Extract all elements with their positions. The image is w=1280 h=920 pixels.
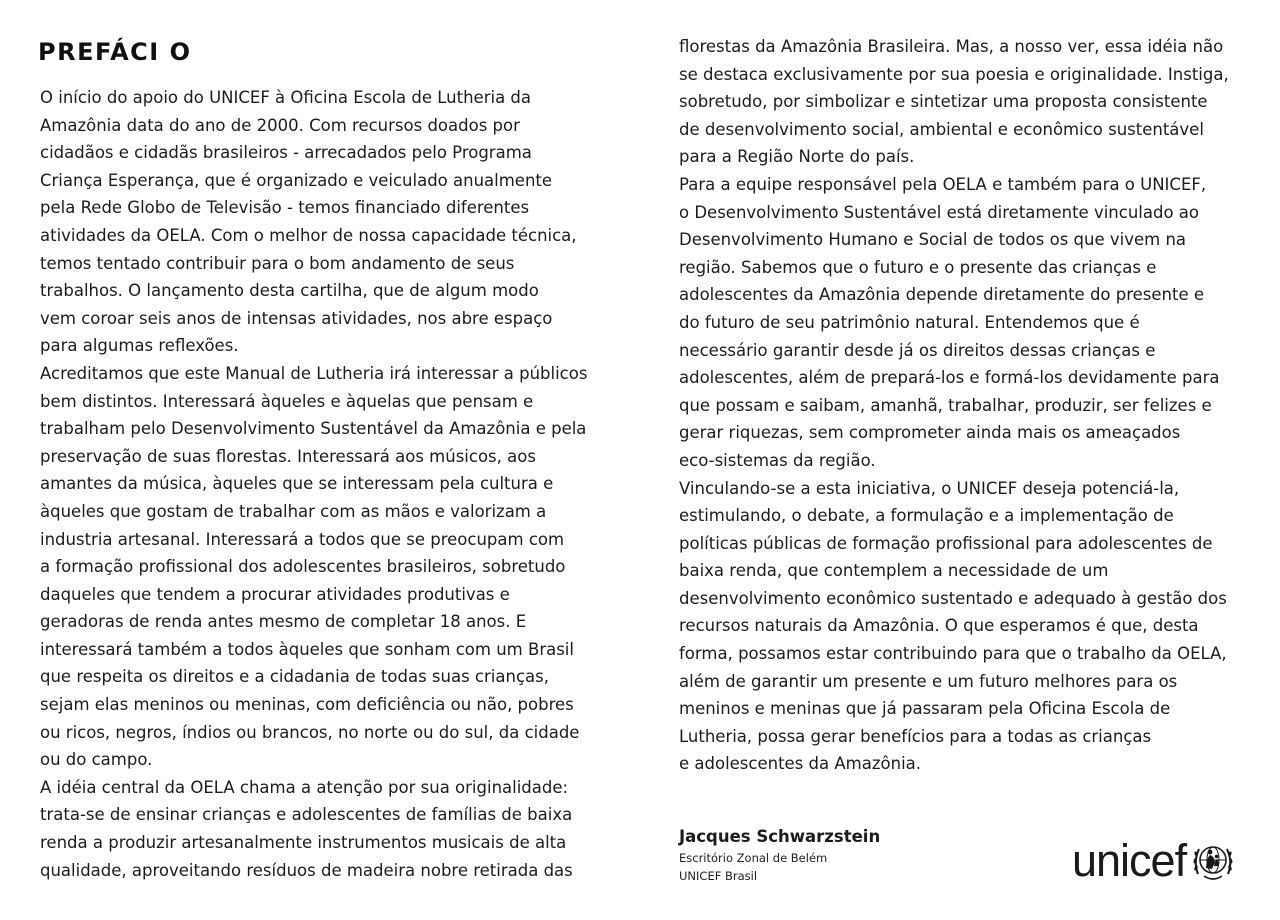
right-column-line: que possam e saibam, amanhã, trabalhar, produzir, ser felizes e xyxy=(679,395,1212,415)
right-column-line: adolescentes da Amazônia depende diretamente do presente e xyxy=(679,285,1205,305)
right-column-line: políticas públicas de formação profissional para adolescentes de xyxy=(679,533,1213,553)
right-column-line: florestas da Amazônia Brasileira. Mas, a nosso ver, essa idéia não xyxy=(679,37,1224,56)
left-column-line: renda a produzir artesanalmente instrumentos musicais de alta xyxy=(40,833,567,853)
right-column-line: estimulando, o debate, a formulação e a implementação de xyxy=(679,506,1174,526)
left-column-line: interessará também a todos àqueles que sonham com um Brasil xyxy=(40,639,574,659)
left-column-line: trabalham pelo Desenvolvimento Sustentável da Amazônia e pela xyxy=(40,419,587,439)
right-column-line: forma, possamos estar contribuindo para que o trabalho da OELA, xyxy=(679,644,1227,664)
right-column-line: além de garantir um presente e um futuro melhores para os xyxy=(679,671,1178,691)
right-column-text xyxy=(679,33,1229,778)
unicef-logo xyxy=(1072,836,1236,886)
right-column-line: se destaca exclusivamente por sua poesia e originalidade. Instiga, xyxy=(679,64,1229,84)
left-column-line: amantes da música, àqueles que se interessam pela cultura e xyxy=(40,474,554,494)
left-column-line: atividades da OELA. Com o melhor de nossa capacidade técnica, xyxy=(40,225,577,245)
left-column-line: temos tentado contribuir para o bom andamento de seus xyxy=(40,253,515,273)
left-column-line: O início do apoio do UNICEF à Oficina Escola de Lutheria da xyxy=(40,88,532,107)
right-column-line: e adolescentes da Amazônia. xyxy=(679,754,922,774)
right-column-line: de desenvolvimento social, ambiental e econômico sustentável xyxy=(679,119,1204,139)
signature-office: Escritório Zonal de Belém xyxy=(679,851,828,865)
left-column-line: bem distintos. Interessará àqueles e àquelas que pensam e xyxy=(40,391,534,411)
left-column-line: daqueles que tendem a procurar atividades produtivas e xyxy=(40,584,510,604)
left-column-line: Acreditamos que este Manual de Lutheria irá interessar a públicos xyxy=(40,363,588,383)
left-column-line: ou do campo. xyxy=(40,750,153,770)
left-column-text xyxy=(40,84,587,884)
left-column-line: Amazônia data do ano de 2000. Com recursos doados por xyxy=(40,115,520,135)
left-column-line: industria artesanal. Interessará a todos que se preocupam com xyxy=(40,529,565,549)
left-column-line: trata-se de ensinar crianças e adolescentes de famílias de baixa xyxy=(40,805,573,825)
right-column-line: meninos e meninas que já passaram pela Oficina Escola de xyxy=(679,699,1171,719)
left-column-line: pela Rede Globo de Televisão - temos financiado diferentes xyxy=(40,198,530,218)
right-column-line: eco-sistemas da região. xyxy=(679,450,876,470)
right-column-line: o Desenvolvimento Sustentável está diretamente vinculado ao xyxy=(679,202,1199,222)
right-column-line: adolescentes, além de prepará-los e formá-los devidamente para xyxy=(679,368,1220,388)
right-column-line: Vinculando-se a esta iniciativa, o UNICEF deseja potenciá-la, xyxy=(679,478,1180,498)
unicef-emblem-icon xyxy=(1190,838,1236,884)
right-column-line: necessário garantir desde já os direitos dessas crianças e xyxy=(679,340,1156,360)
left-column-line: ou ricos, negros, índios ou brancos, no norte ou do sul, da cidade xyxy=(40,722,580,742)
signature-name: Jacques Schwarzstein xyxy=(679,827,881,846)
right-column-line: desenvolvimento econômico sustentado e adequado à gestão dos xyxy=(679,588,1227,608)
left-column-line: preservação de suas florestas. Interessará aos músicos, aos xyxy=(40,446,536,466)
right-column-line: região. Sabemos que o futuro e o presente das crianças e xyxy=(679,257,1157,277)
right-column-line: Lutheria, possa gerar benefícios para a todas as crianças xyxy=(679,726,1152,746)
unicef-wordmark: unicef xyxy=(1072,835,1187,886)
left-column-line: a formação profissional dos adolescentes brasileiros, sobretudo xyxy=(40,557,566,577)
left-column-line: vem coroar seis anos de intensas atividades, nos abre espaço xyxy=(40,308,553,328)
page-title: PREFÁCI O xyxy=(38,38,192,66)
left-column-line: àqueles que gostam de trabalhar com as mãos e valorizam a xyxy=(40,501,547,521)
left-column-line: sejam elas meninos ou meninas, com deficiência ou não, pobres xyxy=(40,695,574,715)
right-column-line: recursos naturais da Amazônia. O que esperamos é que, desta xyxy=(679,616,1199,636)
left-column-line: Criança Esperança, que é organizado e veiculado anualmente xyxy=(40,170,553,190)
right-column-line: do futuro de seu patrimônio natural. Entendemos que é xyxy=(679,312,1140,332)
right-column-line: gerar riquezas, sem comprometer ainda mais os ameaçados xyxy=(679,423,1181,443)
right-column-line: Para a equipe responsável pela OELA e também para o UNICEF, xyxy=(679,174,1207,194)
left-column-line: geradoras de renda antes mesmo de completar 18 anos. E xyxy=(40,612,527,632)
signature-organization: UNICEF Brasil xyxy=(679,869,758,883)
left-column-line: qualidade, aproveitando resíduos de madeira nobre retirada das xyxy=(40,860,573,880)
right-column-line: baixa renda, que contemplem a necessidade de um xyxy=(679,561,1109,581)
right-column-line: sobretudo, por simbolizar e sintetizar uma proposta consistente xyxy=(679,92,1208,112)
right-column-line: Desenvolvimento Humano e Social de todos os que vivem na xyxy=(679,230,1187,250)
left-column-line: A idéia central da OELA chama a atenção por sua originalidade: xyxy=(40,777,569,797)
left-column-line: cidadãos e cidadãs brasileiros - arrecadados pelo Programa xyxy=(40,143,532,163)
left-column-line: que respeita os direitos e a cidadania de todas suas crianças, xyxy=(40,667,549,687)
left-column-line: para algumas reflexões. xyxy=(40,336,239,356)
left-column-line: trabalhos. O lançamento desta cartilha, que de algum modo xyxy=(40,281,539,301)
right-column-line: para a Região Norte do país. xyxy=(679,147,915,167)
